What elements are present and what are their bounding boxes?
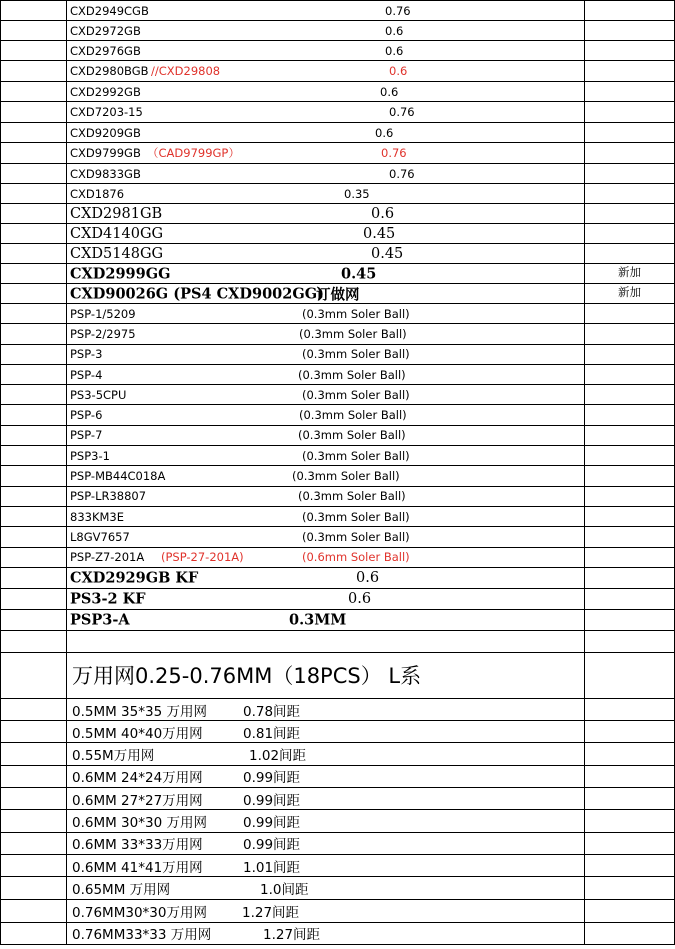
table-cell [1, 900, 67, 922]
table-cell [585, 527, 675, 547]
table-cell [585, 854, 675, 876]
part-value: 0.76 [389, 105, 415, 119]
table-row [1, 900, 675, 922]
table-cell [67, 344, 585, 364]
table-cell [1, 567, 67, 588]
table-cell [67, 652, 585, 698]
table-row [1, 123, 675, 143]
table-cell [67, 630, 585, 652]
table-cell [585, 164, 675, 184]
table-cell [67, 204, 585, 224]
table-row [1, 324, 675, 344]
part-value: 0.45 [371, 245, 404, 262]
table-cell [585, 244, 675, 264]
part-name: PSP-3 [70, 347, 103, 362]
part-value: 0.6 [375, 125, 394, 140]
part-value: (0.3mm Soler Ball) [302, 387, 410, 402]
part-name: CXD2981GB [70, 205, 163, 222]
table-cell [1, 922, 67, 944]
table-cell [67, 721, 585, 743]
table-cell [585, 743, 675, 765]
table-cell [1, 446, 67, 466]
table-cell [67, 900, 585, 922]
table-cell [585, 652, 675, 698]
table-row [1, 743, 675, 765]
table-cell [67, 486, 585, 506]
part-value: (0.3mm Soler Ball) [302, 448, 410, 463]
table-row [1, 486, 675, 506]
part-name: CXD9833GB [70, 166, 141, 181]
table-cell [585, 284, 675, 304]
table-cell [1, 547, 67, 567]
grid-spec: 0.6MM 41*41万用网 [72, 859, 203, 876]
table-row [1, 204, 675, 224]
table-cell [1, 184, 67, 204]
table-cell [67, 743, 585, 765]
table-cell [1, 164, 67, 184]
table-cell [585, 698, 675, 720]
table-cell [1, 425, 67, 445]
table-row [1, 609, 675, 630]
table-row [1, 832, 675, 854]
part-value: 0.6 [385, 43, 404, 58]
part-alt-name: //CXD29808 [151, 64, 221, 78]
table-row [1, 854, 675, 876]
table-cell [1, 385, 67, 405]
grid-spacing: 1.27间距 [263, 927, 321, 944]
grid-spacing: 1.01间距 [243, 859, 301, 876]
part-value: 0.6 [389, 64, 408, 78]
table-cell [1, 630, 67, 652]
grid-spacing: 0.78间距 [243, 703, 301, 720]
table-cell [1, 486, 67, 506]
table-cell [1, 854, 67, 876]
table-cell [585, 588, 675, 609]
table-cell [67, 184, 585, 204]
table-cell [67, 284, 585, 304]
part-name: PSP-LR38807 [70, 489, 147, 504]
table-cell [1, 41, 67, 61]
table-cell [67, 506, 585, 526]
table-cell [1, 244, 67, 264]
table-cell [585, 810, 675, 832]
part-value: 0.6 [348, 590, 372, 607]
table-cell [1, 102, 67, 123]
table-cell [585, 364, 675, 384]
table-row [1, 425, 675, 445]
table-row [1, 61, 675, 82]
part-value: (0.3mm Soler Ball) [298, 489, 406, 504]
part-value: (0.3mm Soler Ball) [298, 428, 406, 443]
table-row [1, 405, 675, 425]
table-cell [67, 164, 585, 184]
table-cell [1, 344, 67, 364]
table-cell [67, 922, 585, 944]
table-row [1, 102, 675, 123]
table-cell [585, 721, 675, 743]
table-cell [67, 224, 585, 244]
table-cell [585, 123, 675, 143]
part-name: PS3-2 KF [70, 590, 146, 608]
table-cell [585, 385, 675, 405]
part-alt-name: （CAD9799GP） [147, 146, 240, 160]
table-cell [585, 765, 675, 787]
part-value: 0.6 [380, 84, 399, 99]
table-row [1, 284, 675, 304]
table-cell [585, 567, 675, 588]
table-cell [585, 832, 675, 854]
table-cell [1, 82, 67, 102]
part-name: CXD9799GB [70, 146, 141, 160]
grid-spec: 0.5MM 35*35 万用网 [72, 703, 207, 720]
part-value: 订做网 [316, 286, 360, 303]
grid-spec: 0.5MM 40*40万用网 [72, 725, 203, 742]
table-cell [67, 405, 585, 425]
table-cell [67, 588, 585, 609]
table-row [1, 21, 675, 41]
part-value: 0.35 [344, 186, 370, 201]
table-cell [67, 810, 585, 832]
part-value: (0.3mm Soler Ball) [292, 469, 400, 484]
table-cell [67, 1, 585, 21]
table-cell [585, 547, 675, 567]
section-heading: 万用网0.25-0.76MM（18PCS） L系 [72, 664, 422, 689]
table-cell [1, 1, 67, 21]
grid-spec: 0.6MM 27*27万用网 [72, 792, 203, 809]
grid-spacing: 0.99间距 [243, 792, 301, 809]
table-cell [1, 143, 67, 164]
part-value: 0.6 [385, 23, 404, 38]
table-cell [585, 344, 675, 364]
part-name: PSP-Z7-201A [70, 550, 145, 565]
table-row [1, 810, 675, 832]
part-value: 0.76 [385, 3, 411, 18]
table-row [1, 922, 675, 944]
table-cell [1, 527, 67, 547]
table-row [1, 244, 675, 264]
table-cell [585, 304, 675, 324]
part-value: (0.3mm Soler Ball) [302, 529, 410, 544]
part-name: PSP3-A [70, 611, 130, 629]
part-name: CXD1876 [70, 186, 125, 201]
part-value: (0.3mm Soler Ball) [302, 306, 410, 321]
part-name: CXD5148GG [70, 245, 164, 262]
grid-spec: 0.6MM 33*33万用网 [72, 837, 203, 854]
table-row [1, 224, 675, 244]
table-cell [1, 324, 67, 344]
table-cell [1, 224, 67, 244]
part-name: CXD2980BGB [70, 64, 149, 78]
table-cell [585, 204, 675, 224]
part-value: (0.3mm Soler Ball) [298, 367, 406, 382]
grid-spacing: 0.99间距 [243, 814, 301, 831]
table-cell [1, 405, 67, 425]
table-cell [1, 466, 67, 486]
table-row [1, 143, 675, 164]
table-cell [67, 264, 585, 284]
table-cell [585, 82, 675, 102]
grid-spec: 0.76MM33*33 万用网 [72, 927, 212, 944]
table-row [1, 567, 675, 588]
table-row [1, 721, 675, 743]
part-value: 0.6 [371, 205, 395, 222]
table-cell [1, 506, 67, 526]
table-cell [67, 61, 585, 82]
part-name: CXD2976GB [70, 43, 141, 58]
table-cell [1, 698, 67, 720]
table-row [1, 184, 675, 204]
part-value: 0.6 [356, 569, 380, 586]
grid-spec: 0.76MM30*30万用网 [72, 904, 207, 921]
table-cell [1, 810, 67, 832]
part-name: PSP-MB44C018A [70, 469, 166, 484]
table-cell [1, 21, 67, 41]
table-row [1, 164, 675, 184]
table-cell [585, 1, 675, 21]
table-cell [67, 877, 585, 900]
table-cell [67, 567, 585, 588]
table-cell [1, 877, 67, 900]
part-name: L8GV7657 [70, 529, 130, 544]
table-cell [585, 264, 675, 284]
part-value: (0.3mm Soler Ball) [299, 326, 407, 341]
table-cell [1, 721, 67, 743]
grid-spec: 0.6MM 24*24万用网 [72, 770, 203, 787]
table-cell [585, 877, 675, 900]
table-row [1, 466, 675, 486]
part-name: CXD9209GB [70, 125, 141, 140]
table-row [1, 765, 675, 787]
part-name: PSP-4 [70, 367, 103, 382]
part-name: PSP3-1 [70, 448, 110, 463]
part-value: 0.45 [341, 265, 377, 282]
table-row [1, 506, 675, 526]
table-row [1, 527, 675, 547]
table-cell [67, 21, 585, 41]
table-row [1, 652, 675, 698]
table-row [1, 588, 675, 609]
table-cell [585, 466, 675, 486]
table-cell [1, 61, 67, 82]
part-name: CXD2949CGB [70, 3, 149, 18]
table-row [1, 264, 675, 284]
table-cell [67, 244, 585, 264]
part-name: PSP-7 [70, 428, 103, 443]
part-name: CXD90026G (PS4 CXD9002GG) [70, 285, 324, 302]
part-name: CXD2999GG [70, 265, 171, 282]
table-row [1, 385, 675, 405]
table-row [1, 304, 675, 324]
grid-spec: 0.55M万用网 [72, 748, 155, 765]
grid-spacing: 0.99间距 [243, 837, 301, 854]
table-cell [1, 364, 67, 384]
part-value: 0.3MM [289, 611, 347, 629]
table-cell [585, 922, 675, 944]
part-name: PSP-2/2975 [70, 326, 136, 341]
table-cell [585, 184, 675, 204]
grid-spec: 0.65MM 万用网 [72, 882, 171, 899]
part-name: 833KM3E [70, 509, 124, 524]
table-cell [67, 446, 585, 466]
table-cell [585, 630, 675, 652]
part-value: (0.6mm Soler Ball) [302, 550, 410, 565]
table-cell [585, 506, 675, 526]
part-name: CXD2992GB [70, 84, 141, 99]
table-cell [1, 304, 67, 324]
table-cell [67, 788, 585, 810]
table-row [1, 82, 675, 102]
table-cell [1, 204, 67, 224]
table-cell [585, 788, 675, 810]
table-cell [1, 264, 67, 284]
table-cell [585, 486, 675, 506]
part-alt-name: (PSP-27-201A) [161, 550, 244, 565]
table-cell [67, 385, 585, 405]
table-cell [1, 588, 67, 609]
part-value: (0.3mm Soler Ball) [302, 509, 410, 524]
table-row [1, 698, 675, 720]
part-name: CXD4140GG [70, 225, 164, 242]
table-row [1, 877, 675, 900]
table-cell [1, 788, 67, 810]
table-cell [1, 652, 67, 698]
table-cell [585, 61, 675, 82]
table-cell [67, 466, 585, 486]
table-cell [1, 765, 67, 787]
table-cell [585, 900, 675, 922]
table-cell [67, 123, 585, 143]
table-cell [585, 21, 675, 41]
table-cell [585, 405, 675, 425]
grid-spacing: 1.02间距 [249, 748, 307, 765]
table-cell [585, 41, 675, 61]
table-row [1, 344, 675, 364]
table-cell [67, 143, 585, 164]
table-row [1, 1, 675, 21]
table-cell [67, 765, 585, 787]
part-value: 0.76 [389, 166, 415, 181]
part-name: CXD7203-15 [70, 105, 143, 119]
grid-spacing: 1.0间距 [260, 882, 309, 899]
table-cell [67, 609, 585, 630]
table-cell [585, 102, 675, 123]
table-cell [585, 446, 675, 466]
table-row [1, 446, 675, 466]
table-cell [67, 304, 585, 324]
table-cell [67, 547, 585, 567]
table-cell [67, 854, 585, 876]
part-name: PSP-1/5209 [70, 306, 136, 321]
table-cell [585, 143, 675, 164]
table-cell [67, 832, 585, 854]
part-value: 0.45 [363, 225, 396, 242]
grid-spacing: 0.99间距 [243, 770, 301, 787]
table-cell [67, 41, 585, 61]
table-cell [585, 324, 675, 344]
table-cell [67, 364, 585, 384]
table-cell [1, 609, 67, 630]
part-name: CXD2972GB [70, 23, 141, 38]
table-cell [67, 324, 585, 344]
row-note: 新加 [618, 285, 641, 299]
part-value: 0.76 [381, 146, 407, 160]
table-cell [1, 123, 67, 143]
table-cell [67, 425, 585, 445]
table-cell [1, 284, 67, 304]
table-cell [67, 527, 585, 547]
table-cell [67, 82, 585, 102]
row-note: 新加 [618, 265, 641, 279]
table-cell [67, 698, 585, 720]
table-row [1, 547, 675, 567]
table-row [1, 630, 675, 652]
table-cell [67, 102, 585, 123]
table-row [1, 41, 675, 61]
table-cell [1, 743, 67, 765]
part-name: CXD2929GB KF [70, 569, 199, 587]
table-cell [1, 832, 67, 854]
grid-spacing: 0.81间距 [243, 725, 301, 742]
grid-spacing: 1.27间距 [242, 904, 300, 921]
table-row [1, 788, 675, 810]
table-cell [585, 425, 675, 445]
part-value: (0.3mm Soler Ball) [299, 408, 407, 423]
grid-spec: 0.6MM 30*30 万用网 [72, 814, 207, 831]
table-row [1, 364, 675, 384]
part-value: (0.3mm Soler Ball) [302, 347, 410, 362]
part-name: PS3-5CPU [70, 387, 127, 402]
table-cell [585, 609, 675, 630]
table-cell [585, 224, 675, 244]
part-name: PSP-6 [70, 408, 103, 423]
